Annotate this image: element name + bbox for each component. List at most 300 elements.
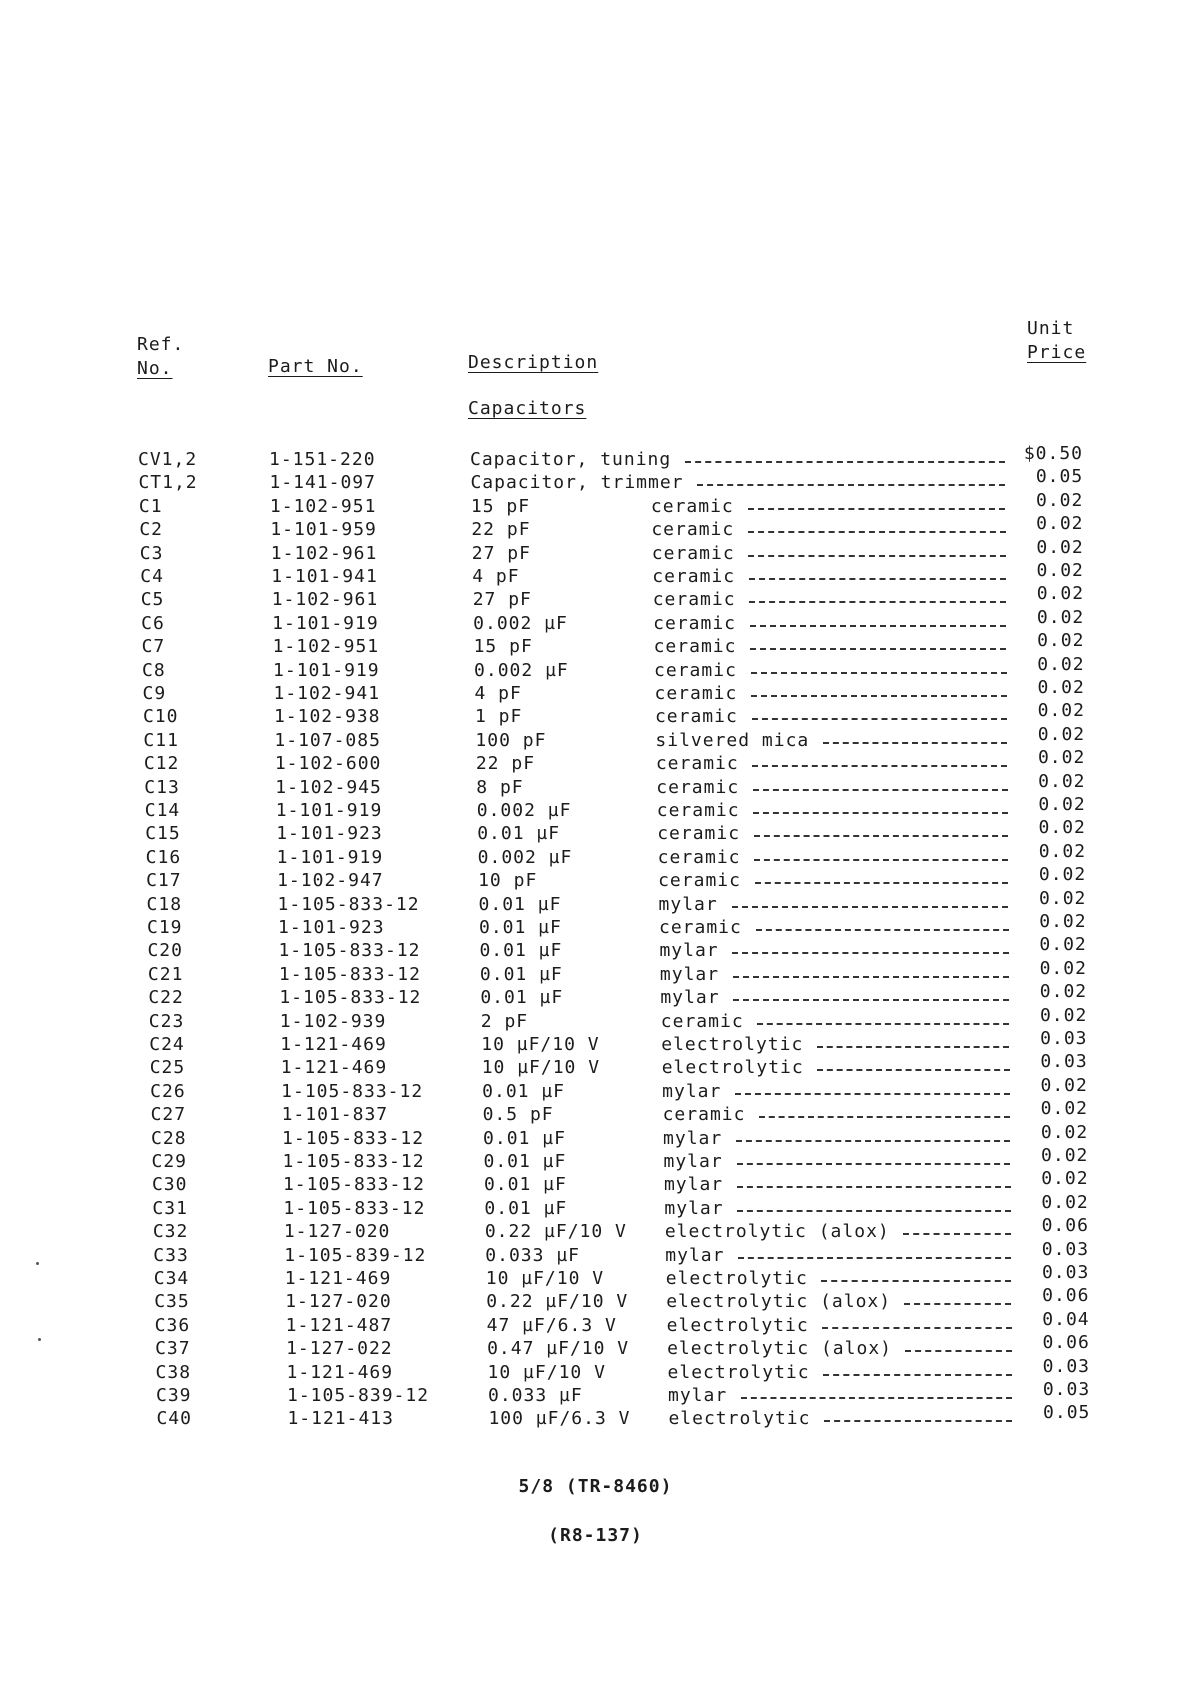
ref-no-cell: C24 xyxy=(149,1034,185,1055)
type-cell: ceramic xyxy=(655,753,739,775)
ref-no-cell: C36 xyxy=(154,1314,191,1336)
dotted-leader xyxy=(904,1303,1011,1305)
value-cell: 27 pF xyxy=(472,589,532,611)
value-cell: 1 pF xyxy=(474,706,523,728)
unit-price-cell: 0.06 xyxy=(1042,1332,1090,1354)
part-no-cell: 1-101-919 xyxy=(276,846,384,868)
value-cell: 0.01 µF xyxy=(483,1151,567,1172)
dotted-leader xyxy=(732,952,1008,954)
value-cell: 0.033 µF xyxy=(485,1244,580,1266)
part-no-cell: 1-105-833-12 xyxy=(278,940,421,962)
type-cell: ceramic xyxy=(658,870,741,892)
dotted-leader xyxy=(748,531,1006,533)
table-row xyxy=(0,1308,1191,1338)
table-row xyxy=(0,489,1191,519)
table-row xyxy=(0,1355,1191,1385)
dotted-leader xyxy=(821,1280,1011,1282)
scan-speck xyxy=(38,1338,41,1341)
dotted-leader xyxy=(748,508,1006,510)
dotted-leader xyxy=(737,1163,1011,1165)
type-cell: mylar xyxy=(659,940,719,962)
type-cell: mylar xyxy=(659,963,720,985)
dotted-leader xyxy=(751,672,1007,674)
part-no-cell: 1-105-839-12 xyxy=(284,1244,427,1266)
type-cell: ceramic xyxy=(654,706,738,728)
dotted-leader xyxy=(751,695,1007,697)
table-row xyxy=(0,1332,1191,1361)
unit-price-cell: 0.02 xyxy=(1040,1098,1089,1120)
table-row xyxy=(0,1145,1191,1174)
part-no-cell: 1-107-085 xyxy=(274,729,381,751)
part-no-cell: 1-105-833-12 xyxy=(282,1174,425,1196)
ref-no-cell: C30 xyxy=(151,1174,188,1196)
value-cell: 100 pF xyxy=(475,729,547,751)
scan-speck xyxy=(36,1262,39,1265)
value-cell: 4 pF xyxy=(472,566,520,587)
table-row xyxy=(0,1215,1191,1244)
value-cell: 10 µF/10 V xyxy=(481,1034,600,1055)
dotted-leader xyxy=(736,1140,1010,1142)
part-no-cell: 1-101-941 xyxy=(271,566,378,587)
part-no-cell: 1-102-947 xyxy=(277,870,384,892)
part-no-cell: 1-102-600 xyxy=(274,753,382,775)
part-no-cell: 1-105-833-12 xyxy=(281,1080,424,1102)
part-no-cell: 1-105-833-12 xyxy=(279,987,422,1009)
dotted-leader xyxy=(732,906,1009,908)
unit-price-cell: 0.02 xyxy=(1036,606,1085,628)
type-cell: ceramic xyxy=(660,1010,744,1032)
value-cell: 8 pF xyxy=(476,776,524,798)
part-no-cell: 1-101-923 xyxy=(276,823,383,845)
type-cell: ceramic xyxy=(654,683,738,704)
ref-no-cell: C28 xyxy=(151,1127,187,1149)
unit-price-cell: 0.03 xyxy=(1042,1355,1091,1377)
unit-price-cell: 0.02 xyxy=(1041,1191,1089,1213)
unit-price-cell: 0.02 xyxy=(1040,1121,1089,1143)
document-code: (R8-137) xyxy=(548,1525,643,1546)
table-row xyxy=(0,630,1191,659)
unit-price-cell: 0.02 xyxy=(1037,653,1085,675)
table-row xyxy=(0,864,1191,893)
unit-price-cell: 0.03 xyxy=(1042,1379,1091,1400)
ref-no-cell: C8 xyxy=(142,659,166,681)
type-cell: ceramic xyxy=(650,495,734,517)
part-no-cell: 1-121-469 xyxy=(280,1034,387,1055)
dotted-leader xyxy=(750,625,1007,627)
value-cell: 0.002 µF xyxy=(477,846,573,868)
dotted-leader xyxy=(822,1327,1011,1329)
part-no-cell: 1-102-939 xyxy=(279,1010,387,1032)
table-row xyxy=(0,817,1191,846)
part-no-cell: 1-105-833-12 xyxy=(277,893,420,915)
table-row xyxy=(0,560,1191,589)
unit-price-cell: 0.03 xyxy=(1041,1262,1090,1283)
table-row xyxy=(0,1379,1191,1408)
value-cell: 10 µF/10 V xyxy=(481,1057,601,1079)
value-cell: 4 pF xyxy=(474,683,522,704)
table-row xyxy=(0,747,1191,776)
type-cell: ceramic xyxy=(653,612,736,634)
table-row xyxy=(0,1191,1191,1221)
part-no-cell: 1-105-833-12 xyxy=(283,1197,426,1219)
table-row xyxy=(0,770,1191,800)
dotted-leader xyxy=(735,1093,1010,1095)
part-no-cell: 1-105-833-12 xyxy=(282,1151,425,1172)
ref-no-cell: C1 xyxy=(138,495,163,517)
ref-no-cell: C10 xyxy=(142,706,179,728)
value-cell: 0.01 µF xyxy=(477,823,561,845)
type-cell: ceramic xyxy=(651,542,735,564)
value-cell: 15 pF xyxy=(473,636,533,658)
value-cell: 0.01 µF xyxy=(483,1174,567,1196)
part-no-cell: 1-101-837 xyxy=(281,1104,389,1126)
part-no-cell: 1-127-020 xyxy=(283,1221,391,1243)
part-no-cell: 1-105-833-12 xyxy=(278,963,421,985)
ref-no-cell: C3 xyxy=(139,542,164,564)
dotted-leader xyxy=(685,461,1005,463)
ref-no-cell: C21 xyxy=(147,963,184,985)
description-column-header: Description xyxy=(468,352,599,373)
unit-price-cell: 0.02 xyxy=(1036,513,1084,535)
table-row xyxy=(0,513,1191,542)
dotted-leader xyxy=(824,1420,1012,1422)
value-cell: 0.01 µF xyxy=(479,917,562,938)
value-cell: Capacitor, tuning xyxy=(470,449,672,470)
ref-no-cell: C25 xyxy=(149,1057,186,1079)
table-row xyxy=(0,934,1191,963)
type-cell: ceramic xyxy=(656,800,740,821)
part-no-cell: 1-102-961 xyxy=(271,589,379,611)
ref-no-cell: C14 xyxy=(144,800,181,821)
dotted-leader xyxy=(749,578,1006,580)
table-row xyxy=(0,1238,1191,1268)
table-row xyxy=(0,653,1191,683)
part-no-cell: 1-102-938 xyxy=(273,706,381,728)
value-cell: 10 µF/10 V xyxy=(485,1268,605,1289)
dotted-leader xyxy=(752,718,1007,720)
type-cell: ceramic xyxy=(657,823,741,845)
value-cell: 47 µF/6.3 V xyxy=(486,1314,617,1336)
ref-no-cell: C39 xyxy=(156,1385,192,1406)
part-no-cell: 1-121-487 xyxy=(285,1314,393,1336)
value-cell: 0.5 pF xyxy=(482,1104,554,1126)
ref-no-cell: C17 xyxy=(146,870,182,892)
type-cell: mylar xyxy=(665,1244,725,1266)
ref-column-header-line2: No. xyxy=(137,358,173,379)
type-cell: electrolytic xyxy=(661,1057,804,1079)
ref-no-cell: CV1,2 xyxy=(138,449,198,470)
value-cell: 0.01 µF xyxy=(478,893,562,915)
value-cell: 0.002 µF xyxy=(476,800,572,821)
unit-price-cell: 0.03 xyxy=(1040,1051,1088,1073)
table-row xyxy=(0,677,1191,706)
type-cell: ceramic xyxy=(651,519,735,541)
dotted-leader xyxy=(738,1257,1011,1259)
part-no-cell: 1-101-919 xyxy=(273,659,380,681)
unit-price-cell: 0.02 xyxy=(1037,700,1085,722)
value-cell: 0.01 µF xyxy=(479,963,563,985)
ref-no-cell: C7 xyxy=(141,636,166,658)
part-no-cell: 1-101-923 xyxy=(278,917,385,938)
dotted-leader xyxy=(823,1374,1012,1376)
unit-price-cell: $0.50 xyxy=(1023,443,1083,464)
unit-price-cell: 0.02 xyxy=(1037,723,1086,745)
part-no-cell: 1-105-833-12 xyxy=(282,1127,425,1149)
value-cell: 10 µF/10 V xyxy=(487,1361,606,1383)
unit-price-cell: 0.02 xyxy=(1036,560,1084,581)
value-cell: 0.01 µF xyxy=(482,1080,565,1102)
dotted-leader xyxy=(905,1350,1012,1352)
value-cell: 22 pF xyxy=(475,753,536,775)
dotted-leader xyxy=(757,1023,1009,1025)
value-cell: 22 pF xyxy=(471,519,531,541)
type-cell: mylar xyxy=(664,1197,724,1219)
part-no-cell: 1-101-919 xyxy=(275,800,383,821)
ref-no-cell: C5 xyxy=(140,589,165,611)
part-column-header: Part No. xyxy=(268,356,363,377)
type-cell: mylar xyxy=(663,1174,724,1196)
dotted-leader xyxy=(754,859,1008,861)
dotted-leader xyxy=(903,1233,1011,1235)
value-cell: 0.47 µF/10 V xyxy=(487,1338,630,1360)
dotted-leader xyxy=(754,835,1008,837)
type-cell: ceramic xyxy=(657,846,741,868)
dotted-leader xyxy=(741,1397,1012,1399)
value-cell: 27 pF xyxy=(471,542,531,564)
ref-column-header-line1: Ref. xyxy=(137,334,185,355)
ref-no-cell: C20 xyxy=(147,940,183,962)
table-row xyxy=(0,981,1191,1010)
ref-no-cell: C22 xyxy=(148,987,184,1009)
ref-no-cell: C31 xyxy=(152,1197,188,1219)
unit-price-cell: 0.02 xyxy=(1038,864,1087,886)
type-cell: mylar xyxy=(658,893,718,915)
table-row xyxy=(0,1098,1191,1127)
unit-price-cell: 0.02 xyxy=(1037,630,1085,652)
table-row xyxy=(0,911,1191,940)
ref-no-cell: CT1,2 xyxy=(138,472,198,494)
ref-no-cell: C27 xyxy=(150,1104,187,1126)
part-no-cell: 1-141-097 xyxy=(269,472,376,494)
table-row xyxy=(0,1285,1191,1314)
type-cell: electrolytic xyxy=(661,1034,804,1055)
dotted-leader xyxy=(733,999,1009,1001)
ref-no-cell: C2 xyxy=(139,519,164,541)
ref-no-cell: C13 xyxy=(144,776,180,798)
part-no-cell: 1-121-469 xyxy=(284,1268,392,1289)
price-column-header-line2: Price xyxy=(1027,342,1087,363)
unit-price-cell: 0.02 xyxy=(1040,1074,1088,1096)
value-cell: Capacitor, trimmer xyxy=(470,472,684,494)
unit-price-cell: 0.02 xyxy=(1039,957,1087,979)
ref-no-cell: C35 xyxy=(154,1291,190,1313)
value-cell: 0.22 µF/10 V xyxy=(486,1291,629,1313)
dotted-leader xyxy=(749,601,1006,603)
value-cell: 0.01 µF xyxy=(483,1127,566,1149)
unit-price-cell: 0.02 xyxy=(1038,817,1086,839)
ref-no-cell: C12 xyxy=(143,753,180,775)
dotted-leader xyxy=(753,789,1008,791)
dotted-leader xyxy=(737,1186,1011,1188)
dotted-leader xyxy=(748,555,1005,557)
unit-price-cell: 0.02 xyxy=(1038,840,1087,862)
ref-no-cell: C33 xyxy=(153,1244,189,1266)
unit-price-cell: 0.02 xyxy=(1039,911,1087,932)
unit-price-cell: 0.06 xyxy=(1042,1285,1090,1307)
type-cell: electrolytic (alox) xyxy=(667,1338,892,1360)
value-cell: 2 pF xyxy=(480,1010,529,1032)
dotted-leader xyxy=(752,765,1007,767)
value-cell: 0.01 µF xyxy=(480,987,564,1009)
type-cell: mylar xyxy=(663,1151,723,1172)
ref-no-cell: C6 xyxy=(141,612,165,634)
table-row xyxy=(0,700,1191,729)
type-cell: ceramic xyxy=(659,917,742,938)
value-cell: 0.002 µF xyxy=(473,612,568,634)
type-cell: ceramic xyxy=(656,776,740,798)
unit-price-cell: 0.02 xyxy=(1038,770,1086,792)
table-row xyxy=(0,1402,1191,1431)
table-row xyxy=(0,887,1191,917)
value-cell: 0.01 µF xyxy=(484,1197,568,1219)
part-no-cell: 1-127-022 xyxy=(286,1338,393,1360)
unit-price-cell: 0.06 xyxy=(1041,1215,1089,1237)
part-no-cell: 1-102-961 xyxy=(270,542,378,564)
unit-price-cell: 0.02 xyxy=(1039,981,1088,1003)
type-cell: mylar xyxy=(668,1385,728,1406)
unit-price-cell: 0.03 xyxy=(1041,1238,1090,1260)
type-cell: electrolytic xyxy=(665,1268,808,1289)
table-row xyxy=(0,1028,1191,1057)
unit-price-cell: 0.02 xyxy=(1038,794,1086,815)
unit-price-cell: 0.03 xyxy=(1040,1028,1088,1049)
dotted-leader xyxy=(823,742,1007,744)
table-row xyxy=(0,583,1191,612)
part-no-cell: 1-151-220 xyxy=(269,449,376,470)
unit-price-cell: 0.05 xyxy=(1035,466,1084,488)
type-cell: electrolytic xyxy=(668,1408,811,1430)
unit-price-cell: 0.04 xyxy=(1042,1308,1090,1330)
table-row xyxy=(0,1262,1191,1291)
part-no-cell: 1-121-469 xyxy=(280,1057,388,1079)
part-no-cell: 1-102-941 xyxy=(273,683,381,704)
table-row xyxy=(0,1004,1191,1034)
table-row xyxy=(0,840,1191,870)
ref-no-cell: C16 xyxy=(145,846,182,868)
unit-price-cell: 0.02 xyxy=(1041,1145,1089,1166)
value-cell: 15 pF xyxy=(470,495,531,517)
dotted-leader xyxy=(753,812,1007,814)
dotted-leader xyxy=(756,929,1009,931)
ref-no-cell: C29 xyxy=(151,1151,188,1172)
price-column-header-line1: Unit xyxy=(1027,318,1075,339)
unit-price-cell: 0.02 xyxy=(1036,583,1085,605)
table-row xyxy=(0,1074,1191,1104)
table-row xyxy=(0,957,1191,987)
page-number: 5/8 (TR-8460) xyxy=(518,1476,673,1497)
unit-price-cell: 0.02 xyxy=(1039,887,1087,909)
unit-price-cell: 0.02 xyxy=(1036,489,1084,511)
type-cell: ceramic xyxy=(662,1104,746,1126)
part-no-cell: 1-105-839-12 xyxy=(287,1385,430,1406)
type-cell: ceramic xyxy=(652,589,736,611)
type-cell: mylar xyxy=(660,987,720,1009)
table-row xyxy=(0,794,1191,823)
unit-price-cell: 0.02 xyxy=(1037,677,1085,698)
unit-price-cell: 0.02 xyxy=(1041,1168,1089,1190)
value-cell: 100 µF/6.3 V xyxy=(488,1408,631,1430)
part-no-cell: 1-102-945 xyxy=(275,776,382,798)
table-row xyxy=(0,1168,1191,1197)
dotted-leader xyxy=(697,484,1005,486)
unit-price-cell: 0.02 xyxy=(1037,747,1086,769)
type-cell: mylar xyxy=(662,1080,722,1102)
unit-price-cell: 0.02 xyxy=(1039,1004,1088,1026)
value-cell: 0.01 µF xyxy=(479,940,563,962)
ref-no-cell: C37 xyxy=(155,1338,191,1360)
type-cell: silvered mica xyxy=(655,729,810,751)
dotted-leader xyxy=(737,1210,1010,1212)
unit-price-cell: 0.02 xyxy=(1036,536,1084,558)
table-row xyxy=(0,536,1191,566)
unit-price-cell: 0.05 xyxy=(1043,1402,1091,1424)
ref-no-cell: C40 xyxy=(156,1408,192,1430)
type-cell: mylar xyxy=(663,1127,723,1149)
part-no-cell: 1-121-469 xyxy=(286,1361,394,1383)
table-row xyxy=(0,723,1191,753)
dotted-leader xyxy=(733,976,1009,978)
part-no-cell: 1-127-020 xyxy=(285,1291,392,1313)
type-cell: electrolytic (alox) xyxy=(664,1221,890,1243)
ref-no-cell: C11 xyxy=(143,729,179,751)
ref-no-cell: C15 xyxy=(145,823,181,845)
table-row xyxy=(0,466,1191,495)
ref-no-cell: C18 xyxy=(146,893,183,915)
dotted-leader xyxy=(817,1069,1009,1071)
dotted-leader xyxy=(755,882,1009,884)
type-cell: ceramic xyxy=(652,566,736,587)
ref-no-cell: C32 xyxy=(152,1221,189,1243)
ref-no-cell: C38 xyxy=(155,1361,192,1383)
unit-price-cell: 0.02 xyxy=(1039,934,1087,956)
type-cell: electrolytic xyxy=(667,1361,810,1383)
ref-no-cell: C4 xyxy=(140,566,164,587)
dotted-leader xyxy=(750,648,1006,650)
type-cell: ceramic xyxy=(653,636,737,658)
part-no-cell: 1-121-413 xyxy=(287,1408,394,1430)
part-no-cell: 1-101-919 xyxy=(272,612,379,634)
value-cell: 10 pF xyxy=(478,870,538,892)
value-cell: 0.033 µF xyxy=(488,1385,583,1406)
value-cell: 0.002 µF xyxy=(474,659,569,681)
part-no-cell: 1-102-951 xyxy=(269,495,377,517)
dotted-leader xyxy=(817,1046,1010,1048)
ref-no-cell: C23 xyxy=(148,1010,185,1032)
type-cell: electrolytic (alox) xyxy=(666,1291,892,1313)
ref-no-cell: C9 xyxy=(142,683,167,704)
table-row xyxy=(0,1121,1191,1151)
part-no-cell: 1-102-951 xyxy=(272,636,380,658)
part-no-cell: 1-101-959 xyxy=(270,519,377,541)
table-row xyxy=(0,1051,1191,1080)
ref-no-cell: C34 xyxy=(153,1268,190,1289)
section-title: Capacitors xyxy=(468,398,587,419)
type-cell: electrolytic xyxy=(666,1314,809,1336)
dotted-leader xyxy=(759,1116,1010,1118)
ref-no-cell: C19 xyxy=(147,917,183,938)
table-row xyxy=(0,606,1191,636)
ref-no-cell: C26 xyxy=(150,1080,186,1102)
